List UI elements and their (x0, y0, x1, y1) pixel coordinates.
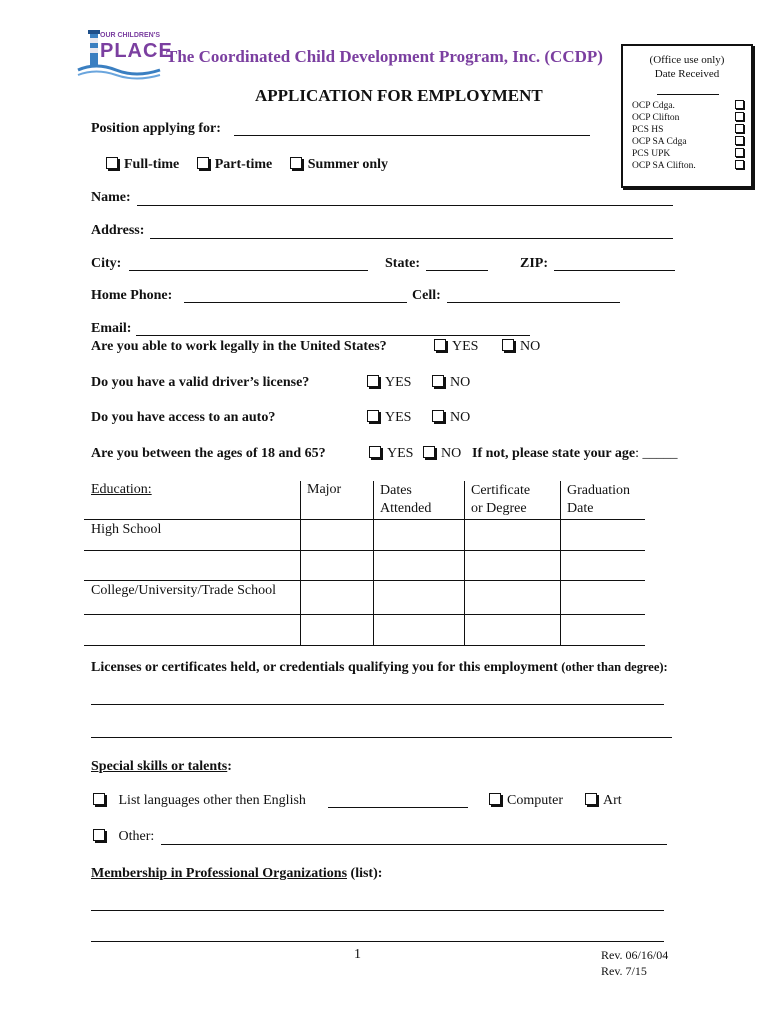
certificate-header: Certificate or Degree (471, 483, 531, 516)
position-input[interactable] (234, 135, 590, 136)
date-received-line (657, 94, 719, 95)
home-phone-input[interactable] (184, 302, 407, 303)
age-question: Are you between the ages of 18 and 65? (91, 446, 326, 461)
employment-type-row (106, 157, 388, 173)
age-followup[interactable]: If not, please state your age: _____ (472, 446, 678, 461)
state-label: State: (385, 256, 420, 271)
work-legally-question: Are you able to work legally in the United States? (91, 339, 387, 354)
computer-option[interactable]: Computer (489, 793, 563, 809)
office-item[interactable]: OCP SA Cdga (632, 136, 744, 148)
cell-input[interactable] (447, 302, 620, 303)
checkbox-icon[interactable] (735, 112, 744, 121)
table-divider (464, 481, 465, 646)
skills-heading: Special skills or talents: (91, 759, 232, 774)
checkbox-icon[interactable] (93, 793, 105, 805)
other-input[interactable] (161, 844, 667, 845)
checkbox-icon[interactable] (502, 339, 514, 351)
checkbox-icon[interactable] (432, 410, 444, 422)
logo-main-text: PLACE (100, 40, 173, 62)
revision-2: Rev. 7/15 (601, 964, 647, 978)
other-option[interactable]: Other: (93, 829, 154, 845)
checkbox-icon[interactable] (367, 375, 379, 387)
languages-input[interactable] (328, 807, 468, 808)
office-items (632, 100, 744, 172)
checkbox-icon[interactable] (290, 157, 302, 169)
summer-only-option[interactable]: Summer only (290, 157, 388, 172)
form-title: APPLICATION FOR EMPLOYMENT (255, 86, 543, 105)
name-label: Name: (91, 190, 131, 205)
work-legally-no[interactable]: NO (502, 339, 540, 355)
education-header: Education: (91, 482, 152, 497)
office-item[interactable]: PCS HS (632, 124, 744, 136)
languages-option[interactable]: List languages other then English (93, 793, 306, 809)
office-use-box (621, 44, 753, 188)
checkbox-icon[interactable] (735, 148, 744, 157)
membership-input-2[interactable] (91, 941, 664, 942)
checkbox-icon[interactable] (434, 339, 446, 351)
art-option[interactable]: Art (585, 793, 622, 809)
table-rule (84, 519, 645, 520)
auto-question: Do you have access to an auto? (91, 410, 276, 425)
zip-input[interactable] (554, 270, 675, 271)
membership-heading: Membership in Professional Organizations (list): (91, 866, 383, 881)
city-input[interactable] (129, 270, 368, 271)
cell-label: Cell: (412, 288, 441, 303)
checkbox-icon[interactable] (93, 829, 105, 841)
revision-1: Rev. 06/16/04 (601, 948, 669, 962)
age-yes[interactable]: YES (369, 446, 413, 462)
auto-yes[interactable]: YES (367, 410, 411, 426)
office-item[interactable]: OCP SA Clifton. (632, 160, 744, 172)
licenses-input-1[interactable] (91, 704, 664, 705)
name-input[interactable] (137, 205, 673, 206)
high-school-row: High School (91, 522, 162, 537)
org-name: The Coordinated Child Development Program, Inc. (CCDP) (166, 47, 603, 66)
license-no[interactable]: NO (432, 375, 470, 391)
checkbox-icon[interactable] (432, 375, 444, 387)
position-label: Position applying for: (91, 121, 221, 136)
college-row: College/University/Trade School (91, 583, 276, 598)
address-label: Address: (91, 223, 145, 238)
zip-label: ZIP: (520, 256, 548, 271)
checkbox-icon[interactable] (197, 157, 209, 169)
checkbox-icon[interactable] (735, 136, 744, 145)
table-rule (84, 550, 645, 551)
license-question: Do you have a valid driver’s license? (91, 375, 310, 390)
checkbox-icon[interactable] (423, 446, 435, 458)
dates-attended-header: Dates Attended (380, 483, 432, 516)
table-rule (84, 614, 645, 615)
city-label: City: (91, 256, 122, 271)
licenses-label: Licenses or certificates held, or credentials qualifying you for this employment (other than degree): (91, 660, 668, 675)
checkbox-icon[interactable] (735, 160, 744, 169)
checkbox-icon[interactable] (106, 157, 118, 169)
license-yes[interactable]: YES (367, 375, 411, 391)
work-legally-yes[interactable]: YES (434, 339, 478, 355)
email-input[interactable] (136, 335, 530, 336)
table-divider (300, 481, 301, 646)
part-time-option[interactable]: Part-time (197, 157, 273, 172)
office-item[interactable]: OCP Cdga. (632, 100, 744, 112)
table-divider (560, 481, 561, 646)
state-input[interactable] (426, 270, 488, 271)
logo (76, 28, 173, 80)
table-divider (373, 481, 374, 646)
auto-no[interactable]: NO (432, 410, 470, 426)
checkbox-icon[interactable] (367, 410, 379, 422)
checkbox-icon[interactable] (585, 793, 597, 805)
graduation-header: Graduation Date (567, 483, 630, 516)
page-number: 1 (354, 947, 361, 962)
office-item[interactable]: OCP Clifton (632, 112, 744, 124)
logo-top-text: OUR CHILDREN'S (100, 32, 160, 39)
email-label: Email: (91, 321, 132, 336)
major-header: Major (307, 482, 342, 497)
membership-input-1[interactable] (91, 910, 664, 911)
home-phone-label: Home Phone: (91, 288, 173, 303)
checkbox-icon[interactable] (735, 100, 744, 109)
licenses-input-2[interactable] (91, 737, 672, 738)
full-time-option[interactable]: Full-time (106, 157, 179, 172)
address-input[interactable] (150, 238, 673, 239)
checkbox-icon[interactable] (489, 793, 501, 805)
table-rule (84, 580, 645, 581)
checkbox-icon[interactable] (735, 124, 744, 133)
office-use-line1: (Office use only) (649, 54, 725, 66)
checkbox-icon[interactable] (369, 446, 381, 458)
table-rule (84, 645, 645, 646)
office-item[interactable]: PCS UPK (632, 148, 744, 160)
age-no[interactable]: NO (423, 446, 461, 462)
office-use-line2: Date Received (654, 68, 720, 80)
